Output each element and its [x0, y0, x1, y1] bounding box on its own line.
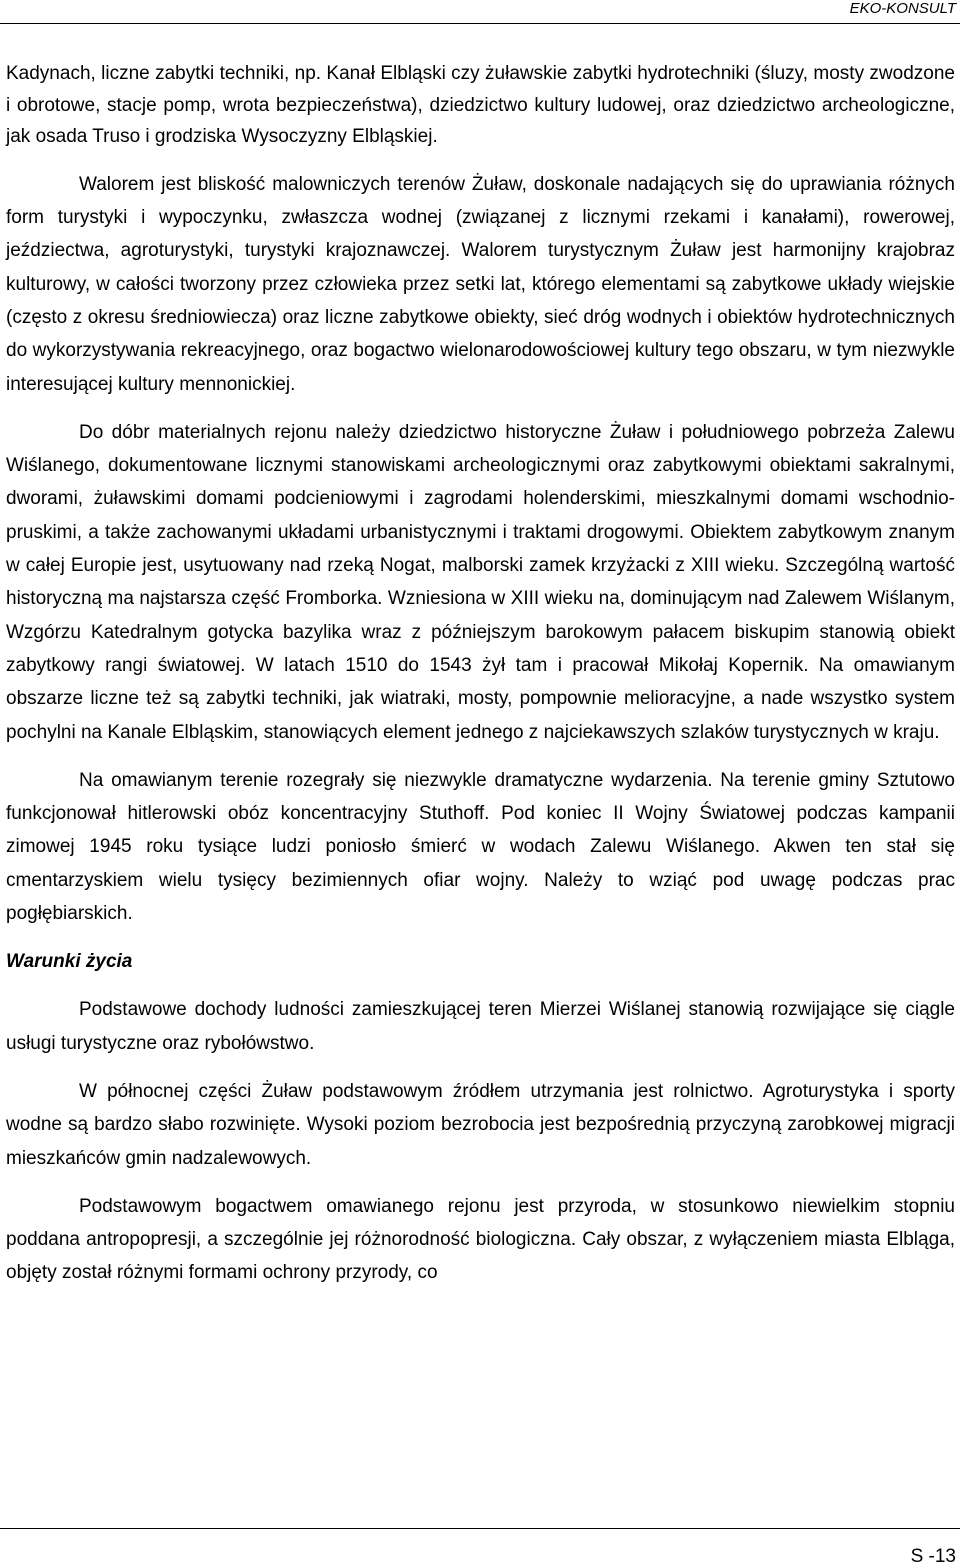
header-company-name: EKO-KONSULT	[849, 0, 956, 17]
paragraph-agriculture: W północnej części Żuław podstawowym źródłem utrzymania jest rolnictwo. Agroturystyka i sporty wodne są bardzo słabo rozwinięte. Wysoki poziom bezrobocia jest bezpośrednią przyczyną zarobkowej migracji mieszkańców gmin nadzalewowych.	[6, 1080, 955, 1169]
document-body	[6, 63, 955, 1290]
header-divider	[0, 23, 960, 24]
footer-divider	[0, 1528, 960, 1529]
paragraph-income: Podstawowe dochody ludności zamieszkującej teren Mierzei Wiślanej stanowią rozwijające się ciągle usługi turystyczne oraz rybołówstwo.	[6, 999, 955, 1054]
paragraph-history: Na omawianym terenie rozegrały się niezwykle dramatyczne wydarzenia. Na terenie gminy Sztutowo funkcjonował hitlerowski obóz koncentracyjny Stuthoff. Pod koniec II Wojny Światowej podczas kampanii zimowej 1945 roku tysiące ludzi poniosło śmierć w wodach Zalewu Wiślanego. Akwen ten stał się cmentarzyskiem wielu tysięcy bezimiennych ofiar wojny. Należy to wziąć pod uwagę podczas prac pogłębiarskich.	[6, 769, 955, 925]
paragraph-gap	[6, 401, 955, 416]
paragraph-gap	[6, 930, 955, 945]
section-heading: Warunki życia	[6, 951, 133, 973]
paragraph-continuation: Kadynach, liczne zabytki techniki, np. Kanał Elbląski czy żuławskie zabytki hydrotechniki (śluzy, mosty zwodzone i obrotowe, stacje pomp, wrota bezpieczeństwa), dziedzictwo kultury ludowej, oraz dziedzictwo archeologiczne, jak osada Truso i grodziska Wysoczyzny Elbląskiej.	[6, 63, 955, 148]
paragraph-gap	[6, 153, 955, 168]
page-number: S -13	[910, 1546, 956, 1567]
paragraph-gap	[6, 1060, 955, 1075]
paragraph-heritage: Do dóbr materialnych rejonu należy dziedzictwo historyczne Żuław i południowego pobrzeża Zalewu Wiślanego, dokumentowane licznymi stanowiskami archeologicznymi oraz zabytkowymi obiektami sakralnymi, dworami, żuławskimi domami podcieniowymi i zagrodami holenderskimi, mieszkalnymi domami wschodnio-pruskimi, a także zachowanymi układami urbanistycznymi i traktami drogowymi. Obiektem zabytkowym znanym w całej Europie jest, usytuowany nad rzeką Nogat, malborski zamek krzyżacki z XIII wieku. Szczególną wartość historyczną ma najstarsza część Fromborka. Wzniesiona w XIII wieku na, dominującym nad Zalewem Wiślanym, Wzgórzu Katedralnym gotycka bazylika wraz z późniejszym barokowym pałacem biskupim stanowią obiekt zabytkowy rangi światowej. W latach 1510 do 1543 żył tam i pracował Mikołaj Kopernik. Na omawianym obszarze liczne też są zabytki techniki, jak wiatraki, mosty, pompownie melioracyjne, a nade wszystko system pochylni na Kanale Elbląskim, stanowiących element jednego z najciekawszych szlaków turystycznych w kraju.	[6, 421, 955, 743]
paragraph-nature: Podstawowym bogactwem omawianego rejonu jest przyroda, w stosunkowo niewielkim stopniu poddana antropopresji, a szczególnie jej różnorodność biologiczna. Cały obszar, z wyłączeniem miasta Elbląga, objęty został różnymi formami ochrony przyrody, co	[6, 1195, 955, 1284]
paragraph-gap	[6, 749, 955, 764]
paragraph-tourism-values: Walorem jest bliskość malowniczych terenów Żuław, doskonale nadających się do uprawiania różnych form turystyki i wypoczynku, zwłaszcza wodnej (związanej z licznymi rzekami i kanałami), rowerowej, jeździectwa, agroturystyki, turystyki krajoznawczej. Walorem turystycznym Żuław jest harmonijny krajobraz kulturowy, w całości tworzony przez człowieka przez setki lat, którego elementami są zabytkowe układy wiejskie (często z okresu średniowiecza) oraz liczne zabytkowe obiekty, sieć dróg wodnych i obiektów hydrotechnicznych do wykorzystywania rekreacyjnego, oraz bogactwo wielonarodowościowej kultury tego obszaru, w tym niezwykle interesującej kultury mennonickiej.	[6, 173, 955, 395]
paragraph-gap	[6, 1175, 955, 1190]
paragraph-gap	[6, 978, 955, 993]
